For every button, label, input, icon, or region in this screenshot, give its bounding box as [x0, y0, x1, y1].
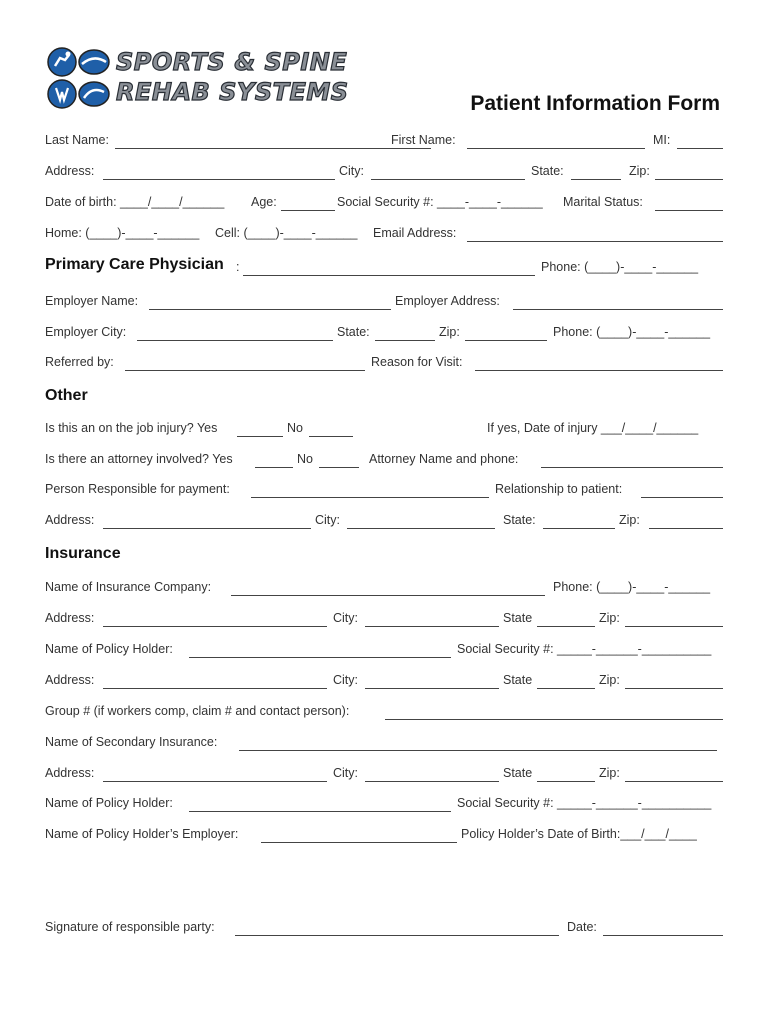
city-field[interactable] [371, 179, 525, 180]
attorney-no-field[interactable] [319, 467, 359, 468]
marital-status-label: Marital Status: [563, 195, 643, 209]
resp-address-field[interactable] [103, 528, 311, 529]
sec-city-field[interactable] [365, 781, 499, 782]
reason-field[interactable] [475, 370, 723, 371]
ph-dob-label[interactable]: Policy Holder’s Date of Birth:___/___/____ [461, 827, 697, 841]
employer-address-label: Employer Address: [395, 294, 500, 308]
cell-phone-label[interactable]: Cell: (____)-____-______ [215, 226, 358, 240]
insurance-company-label: Name of Insurance Company: [45, 580, 212, 594]
zip-label: Zip: [629, 164, 650, 178]
row-referral [45, 355, 723, 375]
ph-address-label: Address: [45, 673, 95, 687]
row-policy-holder-employer [45, 827, 723, 847]
sec-state-field[interactable] [537, 781, 595, 782]
signature-date-label: Date: [567, 920, 597, 934]
secondary-insurance-field[interactable] [239, 750, 717, 751]
row-secondary-insurance [45, 735, 723, 755]
clinic-logo [46, 46, 349, 112]
last-name-field[interactable] [115, 148, 431, 149]
mi-field[interactable] [677, 148, 723, 149]
ins-city-label: City: [333, 611, 358, 625]
resp-city-label: City: [315, 513, 340, 527]
employer-zip-label: Zip: [439, 325, 460, 339]
row-phones [45, 226, 723, 246]
employer-zip-field[interactable] [465, 340, 547, 341]
referred-by-field[interactable] [125, 370, 365, 371]
ph-zip-label: Zip: [599, 673, 620, 687]
ins-zip-label: Zip: [599, 611, 620, 625]
employer-state-label: State: [337, 325, 370, 339]
attorney-name-field[interactable] [541, 467, 723, 468]
resp-address-label: Address: [45, 513, 95, 527]
ins-state-label: State [503, 611, 533, 625]
row-responsible-address [45, 513, 723, 533]
ins-address-field[interactable] [103, 626, 327, 627]
relationship-label: Relationship to patient: [495, 482, 623, 496]
section-insurance: Insurance [45, 545, 121, 562]
sec-city-label: City: [333, 766, 358, 780]
sec-policy-holder-label: Name of Policy Holder: [45, 796, 173, 810]
logo-text-line1: SPORTS & SPINE [116, 48, 348, 76]
resp-state-label: State: [503, 513, 536, 527]
sec-policy-holder-ssn-label[interactable]: Social Security #: _____-______-__________ [457, 796, 712, 810]
pcp-label: Primary Care Physician [45, 256, 224, 273]
age-field[interactable] [281, 210, 335, 211]
job-injury-yes-field[interactable] [237, 436, 283, 437]
resp-zip-label: Zip: [619, 513, 640, 527]
row-responsible [45, 482, 723, 502]
insurance-company-field[interactable] [231, 595, 545, 596]
ph-state-field[interactable] [537, 688, 595, 689]
row-secondary-address [45, 766, 723, 786]
employer-city-field[interactable] [137, 340, 333, 341]
secondary-insurance-label: Name of Secondary Insurance: [45, 735, 218, 749]
pcp-phone-label[interactable]: Phone: (____)-____-______ [541, 260, 699, 274]
employer-state-field[interactable] [375, 340, 435, 341]
section-other: Other [45, 387, 88, 404]
ph-address-field[interactable] [103, 688, 327, 689]
state-label: State: [531, 164, 564, 178]
ssn-label[interactable]: Social Security #: ____-____-______ [337, 195, 543, 209]
ph-city-label: City: [333, 673, 358, 687]
row-insurance-company [45, 580, 723, 600]
row-insurance-address [45, 611, 723, 631]
age-label: Age: [251, 195, 277, 209]
row-dob [45, 195, 723, 215]
resp-state-field[interactable] [543, 528, 615, 529]
resp-zip-field[interactable] [649, 528, 723, 529]
row-pcp [45, 256, 723, 280]
attorney-name-label: Attorney Name and phone: [369, 452, 519, 466]
row-employer [45, 294, 723, 314]
ph-employer-label: Name of Policy Holder’s Employer: [45, 827, 239, 841]
ph-zip-field[interactable] [625, 688, 723, 689]
signature-field[interactable] [235, 935, 559, 936]
resp-city-field[interactable] [347, 528, 495, 529]
city-label: City: [339, 164, 364, 178]
sec-state-label: State [503, 766, 533, 780]
address-field[interactable] [103, 179, 335, 180]
sec-address-field[interactable] [103, 781, 327, 782]
job-injury-no-label: No [287, 421, 303, 435]
form-title: Patient Information Form [470, 92, 720, 115]
logo-text-line2: REHAB SYSTEMS [116, 78, 349, 106]
home-phone-label[interactable]: Home: (____)-____-______ [45, 226, 200, 240]
insurance-phone-label[interactable]: Phone: (____)-____-______ [553, 580, 711, 594]
policy-holder-ssn-label[interactable]: Social Security #: _____-______-__________ [457, 642, 712, 656]
ins-state-field[interactable] [537, 626, 595, 627]
dob-label[interactable]: Date of birth: ____/____/______ [45, 195, 225, 209]
sec-policy-holder-field[interactable] [189, 811, 451, 812]
email-field[interactable] [467, 241, 723, 242]
job-injury-question: Is this an on the job injury? Yes [45, 421, 218, 435]
reason-label: Reason for Visit: [371, 355, 463, 369]
row-policy-holder [45, 642, 723, 662]
ins-zip-field[interactable] [625, 626, 723, 627]
employer-address-field[interactable] [513, 309, 723, 310]
group-number-label: Group # (if workers comp, claim # and contact person): [45, 704, 350, 718]
ph-employer-field[interactable] [261, 842, 457, 843]
row-policy-holder-address [45, 673, 723, 693]
employer-name-field[interactable] [149, 309, 391, 310]
pcp-field[interactable] [243, 275, 535, 276]
last-name-label: Last Name: [45, 133, 109, 147]
signature-label: Signature of responsible party: [45, 920, 215, 934]
row-employer-city [45, 325, 723, 345]
referred-by-label: Referred by: [45, 355, 114, 369]
mi-label: MI: [653, 133, 671, 147]
policy-holder-field[interactable] [189, 657, 451, 658]
row-attorney [45, 452, 723, 472]
row-signature [45, 920, 723, 940]
row-job-injury [45, 421, 723, 441]
attorney-yes-field[interactable] [255, 467, 293, 468]
row-secondary-policy-holder [45, 796, 723, 816]
ph-state-label: State [503, 673, 533, 687]
employer-phone-label[interactable]: Phone: (____)-____-______ [553, 325, 711, 339]
email-label: Email Address: [373, 226, 457, 240]
attorney-no-label: No [297, 452, 313, 466]
responsible-person-label: Person Responsible for payment: [45, 482, 230, 496]
job-injury-no-field[interactable] [309, 436, 353, 437]
first-name-label: First Name: [391, 133, 456, 147]
sec-zip-label: Zip: [599, 766, 620, 780]
first-name-field[interactable] [467, 148, 645, 149]
address-label: Address: [45, 164, 95, 178]
sec-address-label: Address: [45, 766, 95, 780]
injury-date-label[interactable]: If yes, Date of injury ___/____/______ [487, 421, 699, 435]
pcp-colon: : [236, 260, 240, 274]
marital-status-field[interactable] [655, 210, 723, 211]
ins-address-label: Address: [45, 611, 95, 625]
state-field[interactable] [571, 179, 621, 180]
employer-name-label: Employer Name: [45, 294, 139, 308]
relationship-field[interactable] [641, 497, 723, 498]
row-name [45, 133, 723, 153]
zip-field[interactable] [655, 179, 723, 180]
ins-city-field[interactable] [365, 626, 499, 627]
policy-holder-label: Name of Policy Holder: [45, 642, 173, 656]
responsible-person-field[interactable] [251, 497, 489, 498]
attorney-question: Is there an attorney involved? Yes [45, 452, 233, 466]
logo-sports-icons [46, 46, 112, 112]
row-address [45, 164, 723, 184]
ph-city-field[interactable] [365, 688, 499, 689]
signature-date-field[interactable] [603, 935, 723, 936]
group-number-field[interactable] [385, 719, 723, 720]
employer-city-label: Employer City: [45, 325, 127, 339]
sec-zip-field[interactable] [625, 781, 723, 782]
row-group [45, 704, 723, 724]
